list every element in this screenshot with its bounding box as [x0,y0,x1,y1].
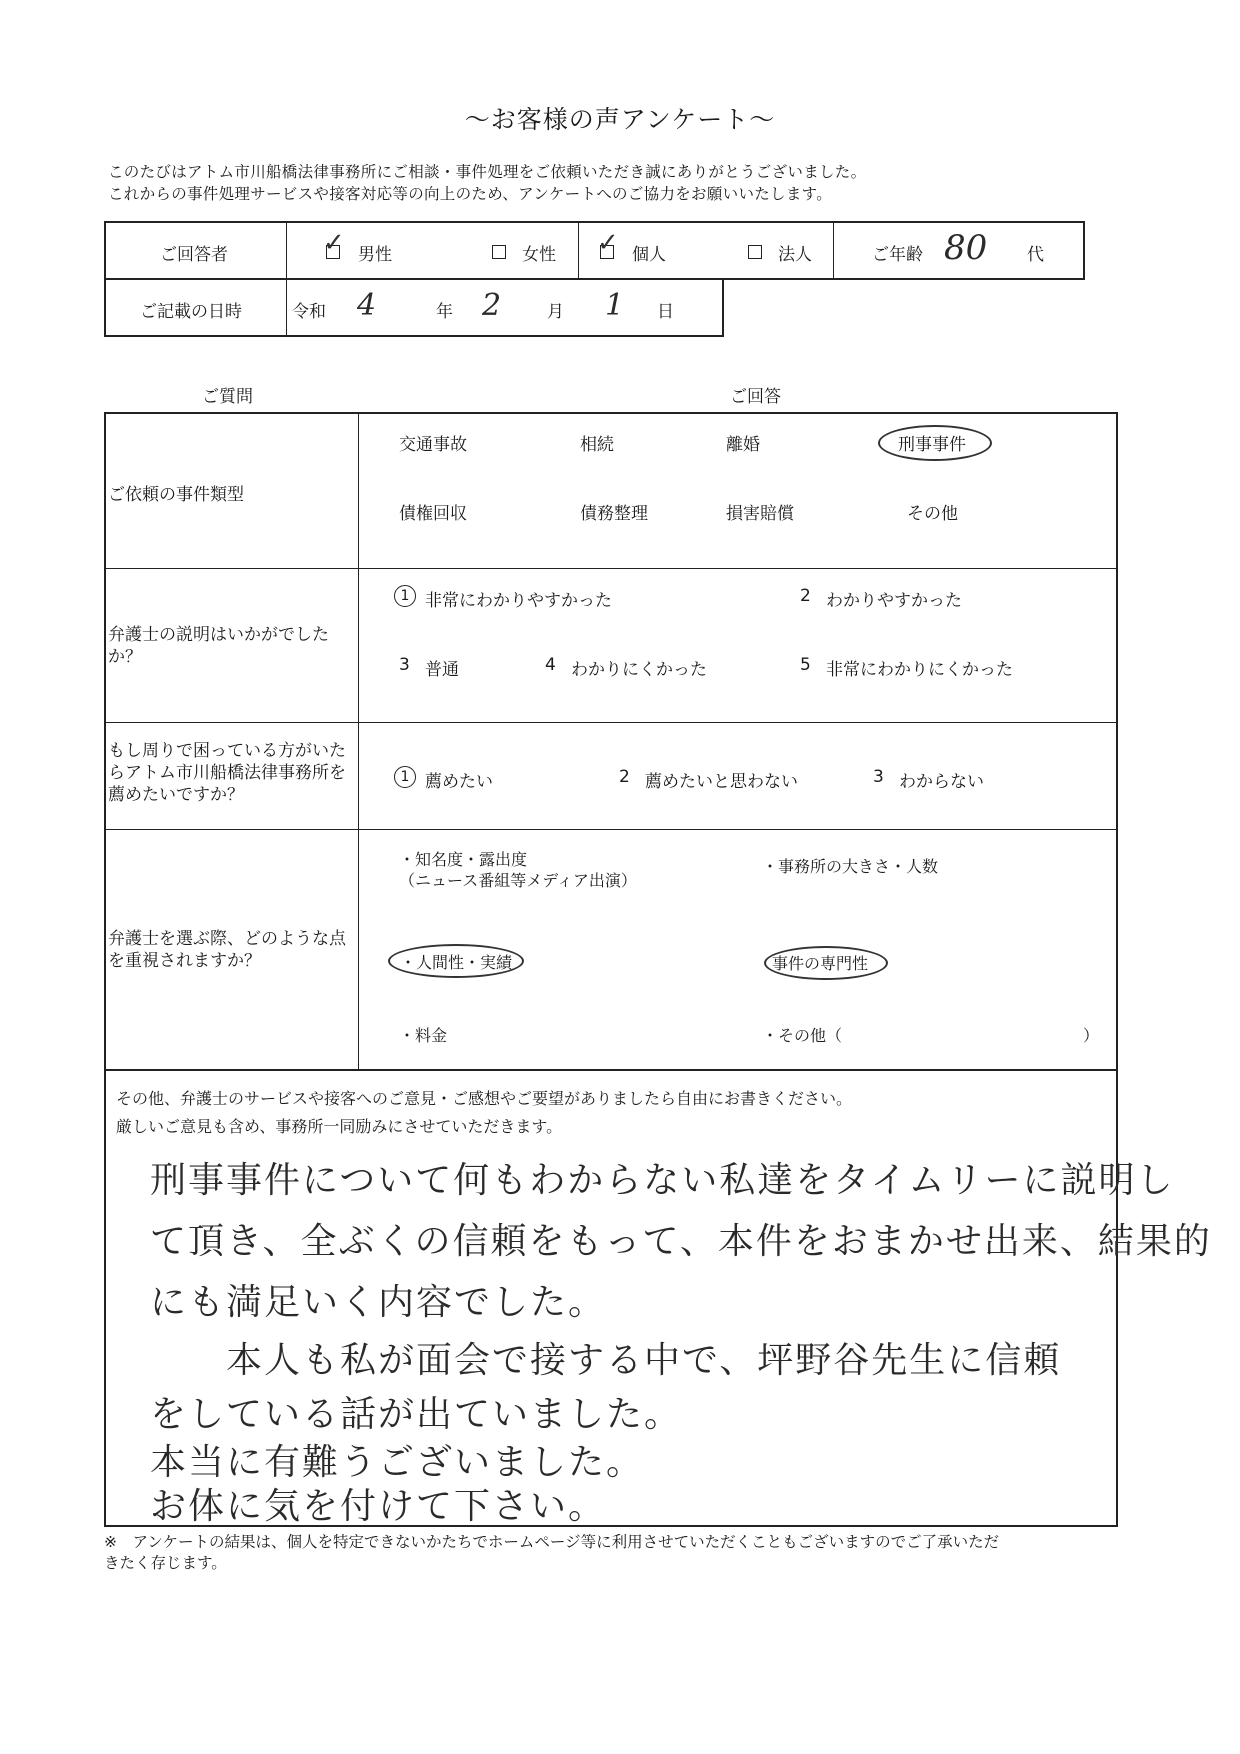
date-month-value[interactable]: 2 [482,288,502,323]
criteria-option-expertise[interactable]: 事件の専門性 [772,954,869,973]
criteria-question: 弁護士を選ぶ際、どのような点を重視されますか？ [108,929,346,971]
individual-label: 個人 [632,245,666,265]
age-value[interactable]: 80 [944,228,988,268]
corporation-label: 法人 [778,245,812,265]
comments-prompt-1: その他、弁護士のサービスや接客へのご意見・ご感想やご要望がありましたら自由にお書きください。 [116,1089,853,1108]
recommend-option-3-number: 3 [873,767,884,787]
case-option-inheritance[interactable]: 相続 [580,435,614,455]
explanation-option-4[interactable]: わかりにくかった [571,660,707,680]
respondent-label: ご回答者 [160,245,228,265]
female-checkbox[interactable] [492,245,506,259]
corporation-checkbox[interactable] [748,245,762,259]
age-suffix: 代 [1027,245,1044,265]
recommend-option-2[interactable]: 薦めたいと思わない [645,772,798,792]
explanation-option-1[interactable]: 非常にわかりやすかった [425,591,612,611]
case-option-debt-collection[interactable]: 債権回収 [399,504,467,524]
case-option-other[interactable]: その他 [907,504,958,524]
comment-line-1: 刑事事件について何もわからない私達をタイムリーに説明し [150,1160,1175,1201]
recommend-option-2-number: 2 [619,767,630,787]
footnote-line-1: ※ アンケートの結果は、個人を特定できないかたちでホームページ等に利用させていただくこともございますのでご了承いただ [104,1533,1000,1551]
comment-line-6: 本当に有難うございました。 [150,1442,645,1483]
male-check-icon: ✓ [323,228,345,258]
date-era: 令和 [292,302,326,322]
criteria-option-character[interactable]: ・人間性・実績 [400,953,513,972]
individual-check-icon: ✓ [597,228,619,258]
comments-prompt-2: 厳しいご意見も含め、事務所一同励みにさせていただきます。 [116,1117,563,1136]
comment-line-3: にも満足いく内容でした。 [150,1282,607,1323]
explanation-option-1-number: 1 [394,585,416,607]
date-year-value[interactable]: 4 [357,288,377,323]
explanation-option-2[interactable]: わかりやすかった [826,591,962,611]
case-option-criminal[interactable]: 刑事事件 [898,435,966,455]
recommend-option-1[interactable]: 薦めたい [425,772,493,792]
recommend-question: もし周りで困っている方がいたらアトム市川船橋法律事務所を薦めたいですか？ [108,741,346,805]
male-label: 男性 [358,245,392,265]
comment-line-5: をしている話が出ていました。 [150,1394,683,1435]
date-day-value[interactable]: 1 [605,288,625,323]
questions-header: ご質問 [202,387,253,407]
comment-line-2: て頂き、全ぶくの信頼をもって、本件をおまかせ出来、結果的 [150,1221,1212,1262]
criteria-option-office-size[interactable]: ・事務所の大きさ・人数 [762,857,939,876]
explanation-question: 弁護士の説明はいかがでしたか？ [108,625,329,667]
date-month-label: 月 [547,302,564,322]
criteria-option-fee[interactable]: ・料金 [399,1026,448,1045]
explanation-option-3[interactable]: 普通 [425,660,459,680]
case-option-divorce[interactable]: 離婚 [726,435,760,455]
age-label: ご年齢 [872,245,923,265]
comment-line-4: 本人も私が面会で接する中で、坪野谷先生に信頼 [226,1340,1062,1381]
explanation-option-4-number: 4 [545,655,556,675]
intro-line-1: このたびはアトム市川船橋法律事務所にご相談・事件処理をご依頼いただき誠にありがとうございました。 [108,163,867,181]
page-title: ～お客様の声アンケート～ [464,105,776,134]
criteria-option-other[interactable]: ・その他（ [762,1026,843,1045]
footnote-line-2: きたく存じます。 [104,1554,227,1572]
respondent-table [104,221,1085,280]
case-type-question: ご依頼の事件類型 [108,485,244,505]
criteria-option-fame-note: （ニュース番組等メディア出演） [399,871,637,890]
female-label: 女性 [522,245,556,265]
case-option-traffic[interactable]: 交通事故 [399,435,467,455]
explanation-option-5[interactable]: 非常にわかりにくかった [826,660,1013,680]
criteria-option-other-close: ） [1083,1026,1100,1045]
intro-line-2: これからの事件処理サービスや接客対応等の向上のため、アンケートへのご協力をお願いいたします。 [108,185,833,203]
case-option-debt-settlement[interactable]: 債務整理 [580,504,648,524]
date-label: ご記載の日時 [140,302,242,322]
date-day-label: 日 [657,302,674,322]
recommend-option-1-number: 1 [394,766,416,788]
explanation-option-5-number: 5 [800,655,811,675]
answers-header: ご回答 [730,387,781,407]
explanation-option-3-number: 3 [399,655,410,675]
explanation-option-2-number: 2 [800,586,811,606]
date-year-label: 年 [436,302,453,322]
case-option-damages[interactable]: 損害賠償 [726,504,794,524]
criteria-option-fame[interactable]: ・知名度・露出度 [399,850,528,869]
recommend-option-3[interactable]: わからない [899,772,984,792]
comment-line-7: お体に気を付けて下さい。 [150,1486,607,1527]
